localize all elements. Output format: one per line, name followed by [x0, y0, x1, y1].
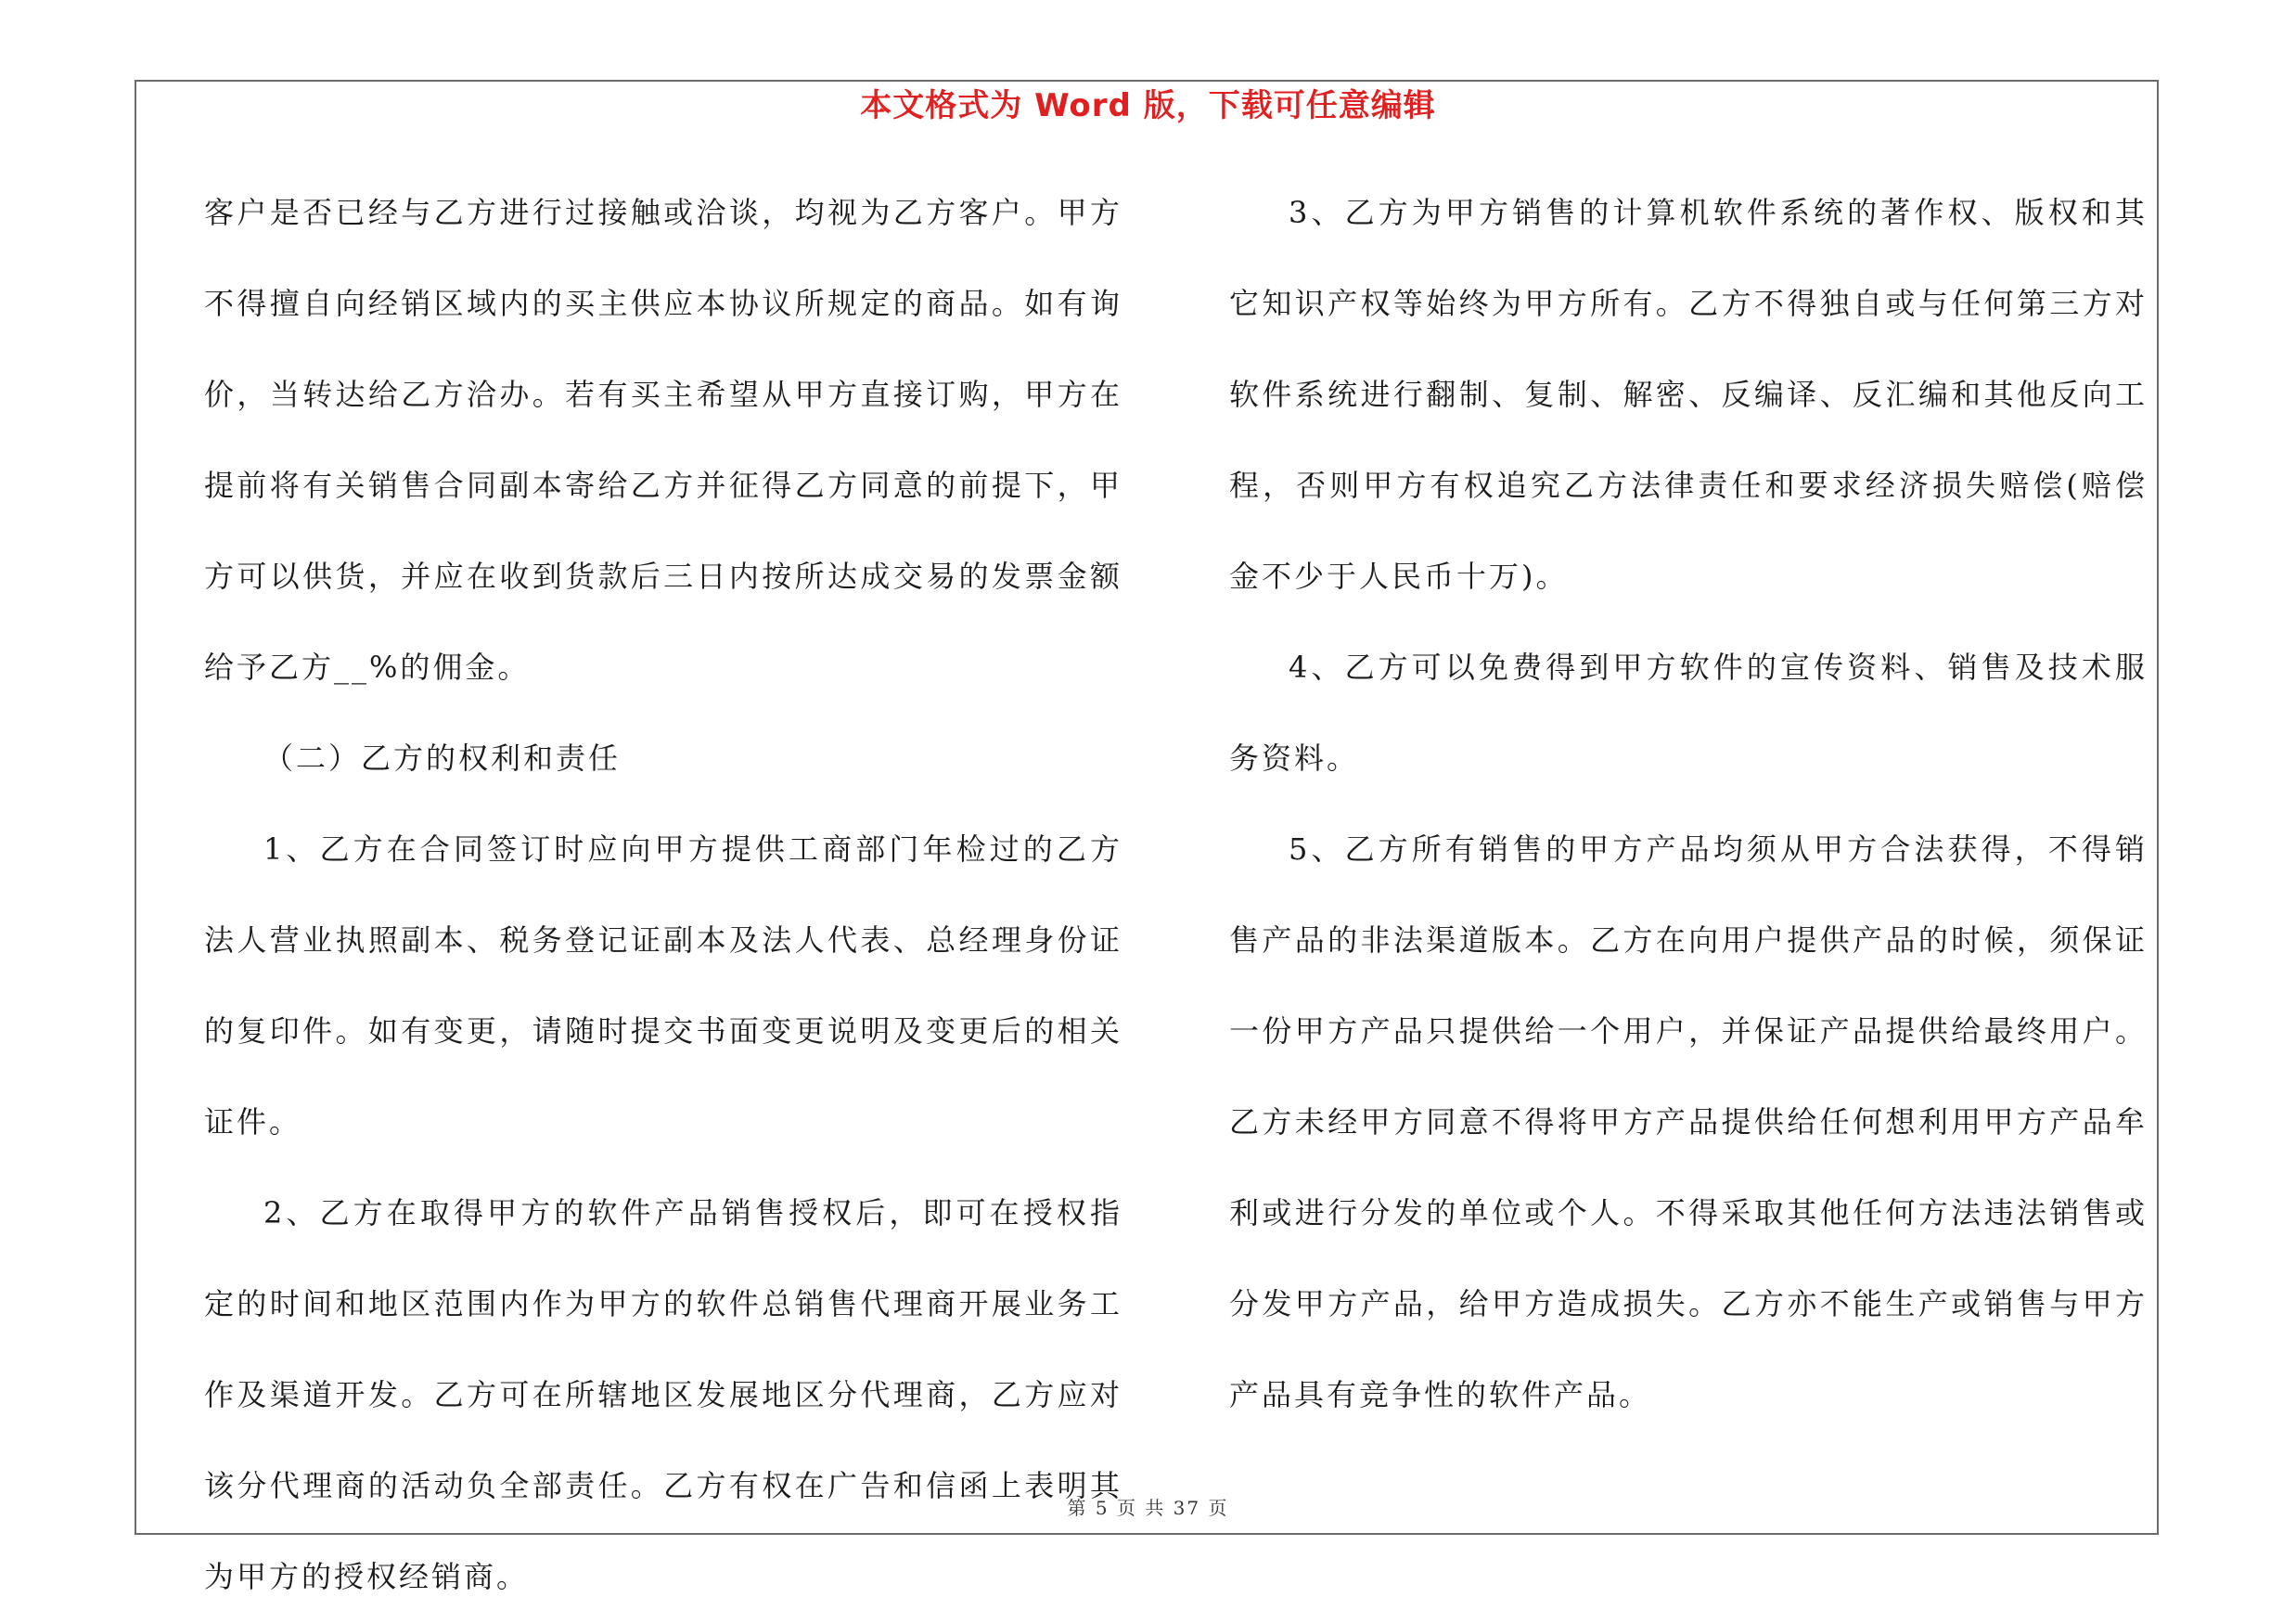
- word-format-banner: 本文格式为 Word 版，下载可任意编辑: [860, 87, 1436, 124]
- left-paragraph-item-1: 1、乙方在合同签订时应向甲方提供工商部门年检过的乙方法人营业执照副本、税务登记证副本及法人代表、总经理身份证的复印件。如有变更，请随时提交书面变更说明及变更后的相关证件。: [204, 831, 1122, 1140]
- left-heading-party-b-rights: （二）乙方的权利和责任: [263, 741, 622, 776]
- left-paragraph-1: 客户是否已经与乙方进行过接触或洽谈，均视为乙方客户。甲方不得擅自向经销区域内的买主供应本协议所规定的商品。如有询价，当转达给乙方洽办。若有买主希望从甲方直接订购，甲方在提前将有关销售合同副本寄给乙方并征得乙方同意的前提下，甲方可以供货，并应在收到货款后三日内按所达成交易的发票金额给予乙方__%的佣金。: [204, 195, 1122, 685]
- page-number-footer: 第 5 页 共 37 页: [1067, 1497, 1229, 1519]
- right-paragraph-item-3: 3、乙方为甲方销售的计算机软件系统的著作权、版权和其它知识产权等始终为甲方所有。乙方不得独自或与任何第三方对软件系统进行翻制、复制、解密、反编译、反汇编和其他反向工程，否则甲方有权追究乙方法律责任和要求经济损失赔偿(赔偿金不少于人民币十万)。: [1229, 195, 2148, 594]
- right-column: [1229, 0, 2148, 1440]
- left-column: [204, 0, 1122, 1622]
- left-paragraph-item-2: 2、乙方在取得甲方的软件产品销售授权后，即可在授权指定的时间和地区范围内作为甲方的软件总销售代理商开展业务工作及渠道开发。乙方可在所辖地区发展地区分代理商，乙方应对该分代理商的活动负全部责任。乙方有权在广告和信函上表明其为甲方的授权经销商。: [204, 1195, 1122, 1594]
- right-paragraph-item-4: 4、乙方可以免费得到甲方软件的宣传资料、销售及技术服务资料。: [1229, 650, 2148, 776]
- right-paragraph-item-5: 5、乙方所有销售的甲方产品均须从甲方合法获得，不得销售产品的非法渠道版本。乙方在向用户提供产品的时候，须保证一份甲方产品只提供给一个用户，并保证产品提供给最终用户。乙方未经甲方同意不得将甲方产品提供给任何想利用甲方产品牟利或进行分发的单位或个人。不得采取其他任何方法违法销售或分发甲方产品，给甲方造成损失。乙方亦不能生产或销售与甲方产品具有竞争性的软件产品。: [1229, 831, 2148, 1412]
